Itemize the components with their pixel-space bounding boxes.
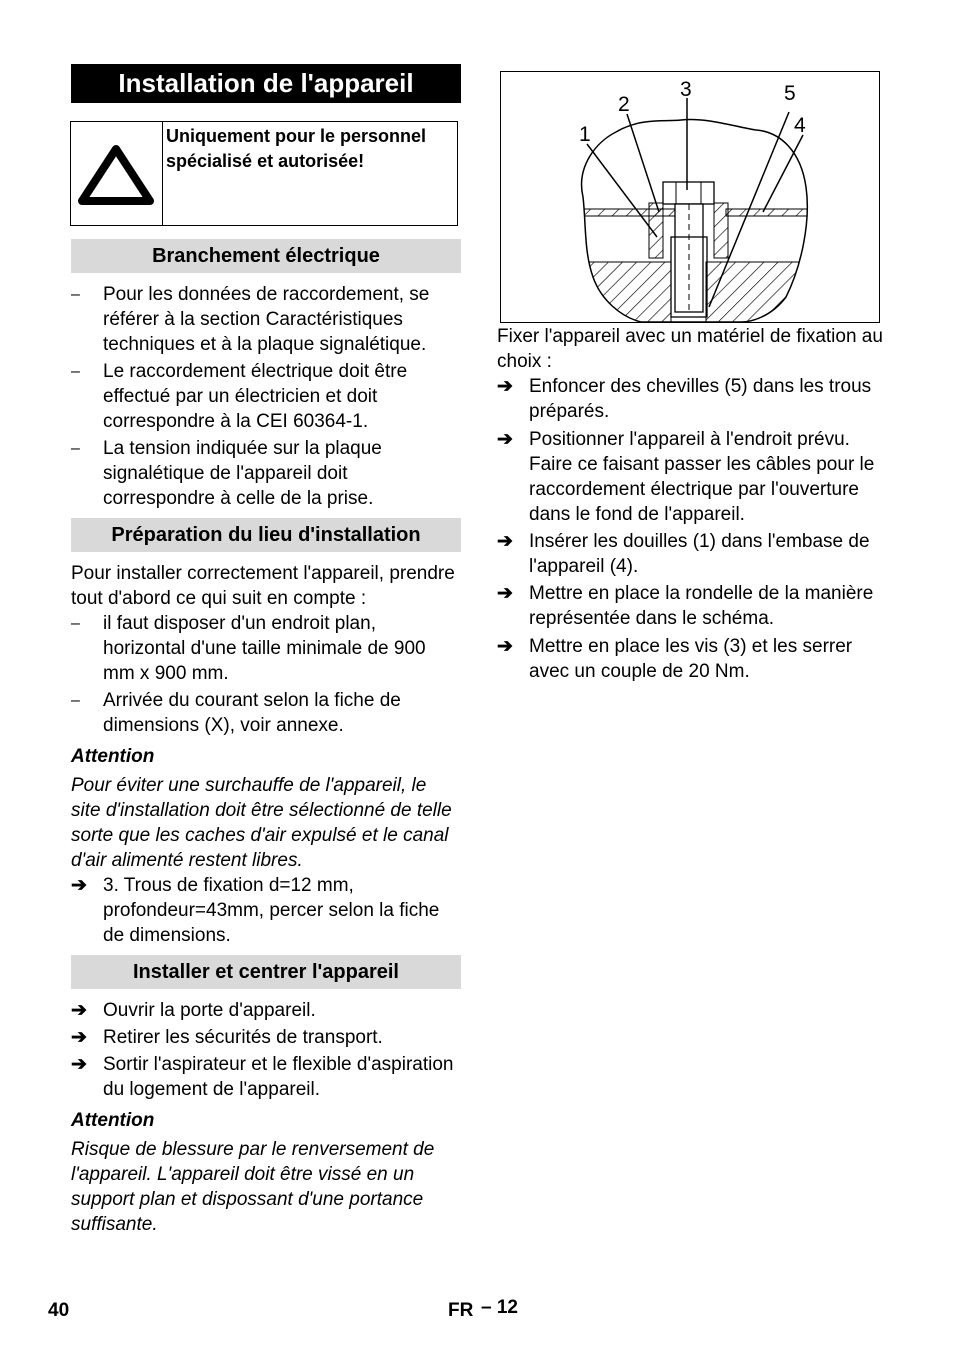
attention-heading: Attention — [71, 1110, 155, 1131]
page-title: Installation de l'appareil — [71, 64, 461, 103]
arrow-right-icon: ➔ — [71, 875, 87, 896]
attention-heading: Attention — [71, 746, 155, 767]
page-number: 40 — [48, 1300, 70, 1321]
attention-text: Risque de blessure par le renversement de l'appareil. L'appareil doit être vissé en un support plan et dispossant d'une portance suffisante. — [71, 1139, 435, 1235]
arrow-right-icon: ➔ — [497, 376, 513, 397]
arrow-right-icon: ➔ — [71, 1000, 87, 1021]
arrow-right-icon: ➔ — [71, 1054, 87, 1075]
warning-text: Uniquement pour le personnel spécialisé et autorisée! — [166, 126, 427, 171]
heading-preparation: Préparation du lieu d'installation — [71, 518, 461, 552]
figure-label-1: 1 — [579, 123, 591, 146]
fixing-diagram — [500, 71, 880, 323]
arrow-right-icon: ➔ — [497, 531, 513, 552]
figure-label-4: 4 — [794, 114, 806, 137]
warning-icon-cell — [71, 122, 163, 225]
heading-branchement: Branchement électrique — [71, 239, 461, 273]
figure-label-3: 3 — [680, 78, 692, 101]
attention-text: Pour éviter une surchauffe de l'appareil, le site d'installation doit être sélectionné de telle sorte que les caches d'air expulsé et le canal d'air alimenté restent libres. — [71, 775, 452, 871]
arrow-right-icon: ➔ — [71, 1027, 87, 1048]
arrow-right-icon: ➔ — [497, 636, 513, 657]
footer-lang: FR — [448, 1300, 474, 1321]
heading-installer: Installer et centrer l'appareil — [71, 955, 461, 989]
warning-box — [70, 121, 458, 226]
figure-label-2: 2 — [618, 93, 630, 116]
arrow-right-icon: ➔ — [497, 583, 513, 604]
fixation-intro: Fixer l'appareil avec un matériel de fixation au choix : — [497, 326, 883, 372]
fixing-diagram-drawing — [501, 72, 879, 322]
warning-triangle-icon — [71, 122, 162, 225]
footer-section-page: – 12 — [481, 1297, 518, 1318]
figure-label-5: 5 — [784, 82, 796, 105]
preparation-intro: Pour installer correctement l'appareil, prendre tout d'abord ce qui suit en compte : — [71, 563, 455, 609]
arrow-right-icon: ➔ — [497, 429, 513, 450]
